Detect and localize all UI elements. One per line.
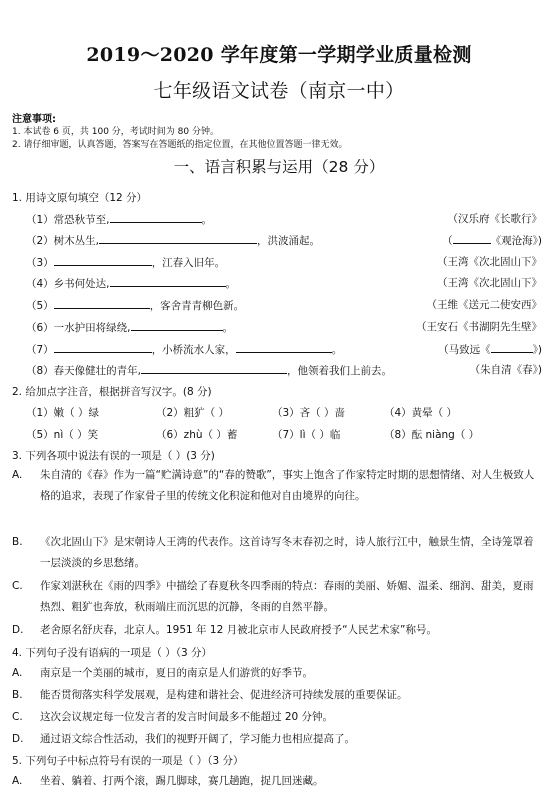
section-title: 一、语言积累与运用（28 分） <box>173 158 385 176</box>
pinyin-item: （1）嫩（ ）绿 <box>26 407 100 419</box>
option-c-text: 作家刘湛秋在《雨的四季》中描绘了春夏秋冬四季雨的特点：春雨的美丽、娇媚、温柔、细润、甜美，夏雨热烈、粗犷也奔放，秋雨端庄而沉思的沉静，冬雨的自然平静。 <box>40 580 534 613</box>
question-5-stem: 5. 下列句子中标点符号有误的一项是（ ）（3 分） <box>12 755 244 767</box>
source-5: （王维《送元二使安西》 <box>426 299 542 311</box>
option-label: A. <box>12 667 23 679</box>
fill-line-2: （2）树木丛生, ，洪波涌起。 <box>26 232 320 248</box>
question-3-stem: 3. 下列各项中说法有误的一项是（ ）(3 分) <box>12 450 215 462</box>
answer-blank[interactable] <box>453 232 491 244</box>
pinyin-item: （4）黄晕（ ） <box>384 407 458 419</box>
answer-blank[interactable] <box>99 232 257 244</box>
source-8: （朱自清《春》) <box>469 364 542 376</box>
option-d-text: 通过语文综合性活动，我们的视野开阔了，学习能力也相应提高了。 <box>40 733 355 745</box>
option-b-text: 能否贯彻落实科学发展观，是构建和谐社会、促进经济可持续发展的重要保证。 <box>40 689 408 701</box>
question-1-stem: 1. 用诗文原句填空（12 分） <box>12 192 148 204</box>
source-6: （王安石《书湖阴先生壁》 <box>416 321 542 333</box>
pinyin-item: （8）酝 niàng（ ） <box>384 429 480 441</box>
fill-line-3: （3） ，江春入旧年。 <box>26 254 225 270</box>
option-a-text: 坐着、躺着、打两个滚，踢几脚球，赛几趟跑，捉几回迷藏。 <box>40 775 324 787</box>
fill-line-6: （6）一水护田将绿绕, 。 <box>26 319 233 335</box>
option-a-text: 朱自清的《春》作为一篇“贮满诗意”的“春的赞歌”，事实上饱含了作家特定时期的思想情绪、对人生极致人格的追求，表现了作家骨子里的传统文化积淀和他对自由境界的向往。 <box>40 469 535 502</box>
question-2-stem: 2. 给加点字注音，根据拼音写汉字。(8 分) <box>12 386 212 398</box>
answer-blank[interactable] <box>54 297 150 309</box>
option-label: D. <box>12 624 24 636</box>
exam-title: 2019～2020 学年度第一学期学业质量检测 <box>86 44 472 66</box>
pinyin-item: （3）吝（ ）啬 <box>272 407 346 419</box>
source-4: （王湾《次北固山下》 <box>437 277 542 289</box>
fill-line-1: （1）常恐秋节至, 。 <box>26 211 212 227</box>
option-d-text: 老舍原名舒庆春，北京人。1951 年 12 月被北京市人民政府授予“人民艺术家”称号。 <box>40 624 437 636</box>
fill-line-5: （5） ，客舍青青柳色新。 <box>26 297 244 313</box>
pinyin-item: （5）nì（ ）笑 <box>26 429 99 441</box>
notes-heading: 注意事项: <box>12 114 56 125</box>
option-b-text: 《次北固山下》是宋朝诗人王湾的代表作。这首诗写冬末春初之时，诗人旅行江中，触景生情，全诗笼罩着一层淡淡的乡思愁绪。 <box>40 536 534 569</box>
option-label: A. <box>12 469 23 481</box>
fill-line-4: （4）乡书何处达, 。 <box>26 275 236 291</box>
pinyin-item: （2）粗犷（ ） <box>156 407 230 419</box>
option-c-text: 这次会议规定每一位发言者的发言时间最多不能超过 20 分钟。 <box>40 711 334 723</box>
answer-blank[interactable] <box>131 319 223 331</box>
option-label: D. <box>12 733 24 745</box>
note-item: 1. 本试卷 6 页，共 100 分，考试时间为 80 分钟。 <box>12 127 219 137</box>
answer-blank[interactable] <box>236 341 332 353</box>
answer-blank[interactable] <box>54 341 152 353</box>
fill-line-7: （7） ，小桥流水人家， 。 <box>26 341 342 357</box>
fill-line-8: （8）春天像健壮的青年, ，他领着我们上前去。 <box>26 362 392 378</box>
option-label: C. <box>12 580 23 592</box>
source-2: （ 《观沧海》) <box>442 232 542 248</box>
question-4-stem: 4. 下列句子没有语病的一项是（ ）（3 分） <box>12 647 212 659</box>
pinyin-item: （6）zhù（ ）蓄 <box>156 429 238 441</box>
pinyin-item: （7）lì（ ）临 <box>272 429 341 441</box>
source-3: （王湾《次北固山下》 <box>437 256 542 268</box>
option-label: C. <box>12 711 23 723</box>
exam-subtitle: 七年级语文试卷（南京一中） <box>153 80 405 102</box>
option-a-text: 南京是一个美丽的城市，夏日的南京是人们游赏的好季节。 <box>40 667 313 679</box>
answer-blank[interactable] <box>110 211 202 223</box>
answer-blank[interactable] <box>54 254 152 266</box>
answer-blank[interactable] <box>491 341 533 353</box>
option-label: B. <box>12 536 23 548</box>
note-item: 2. 请仔细审题，认真答题，答案写在答题纸的指定位置，在其他位置答题一律无效。 <box>12 140 348 150</box>
answer-blank[interactable] <box>110 275 226 287</box>
answer-blank[interactable] <box>141 362 287 374</box>
option-label: A. <box>12 775 23 787</box>
source-1: （汉乐府《长歌行》 <box>447 213 542 225</box>
source-7: （马致远《 》) <box>438 341 542 357</box>
option-label: B. <box>12 689 23 701</box>
